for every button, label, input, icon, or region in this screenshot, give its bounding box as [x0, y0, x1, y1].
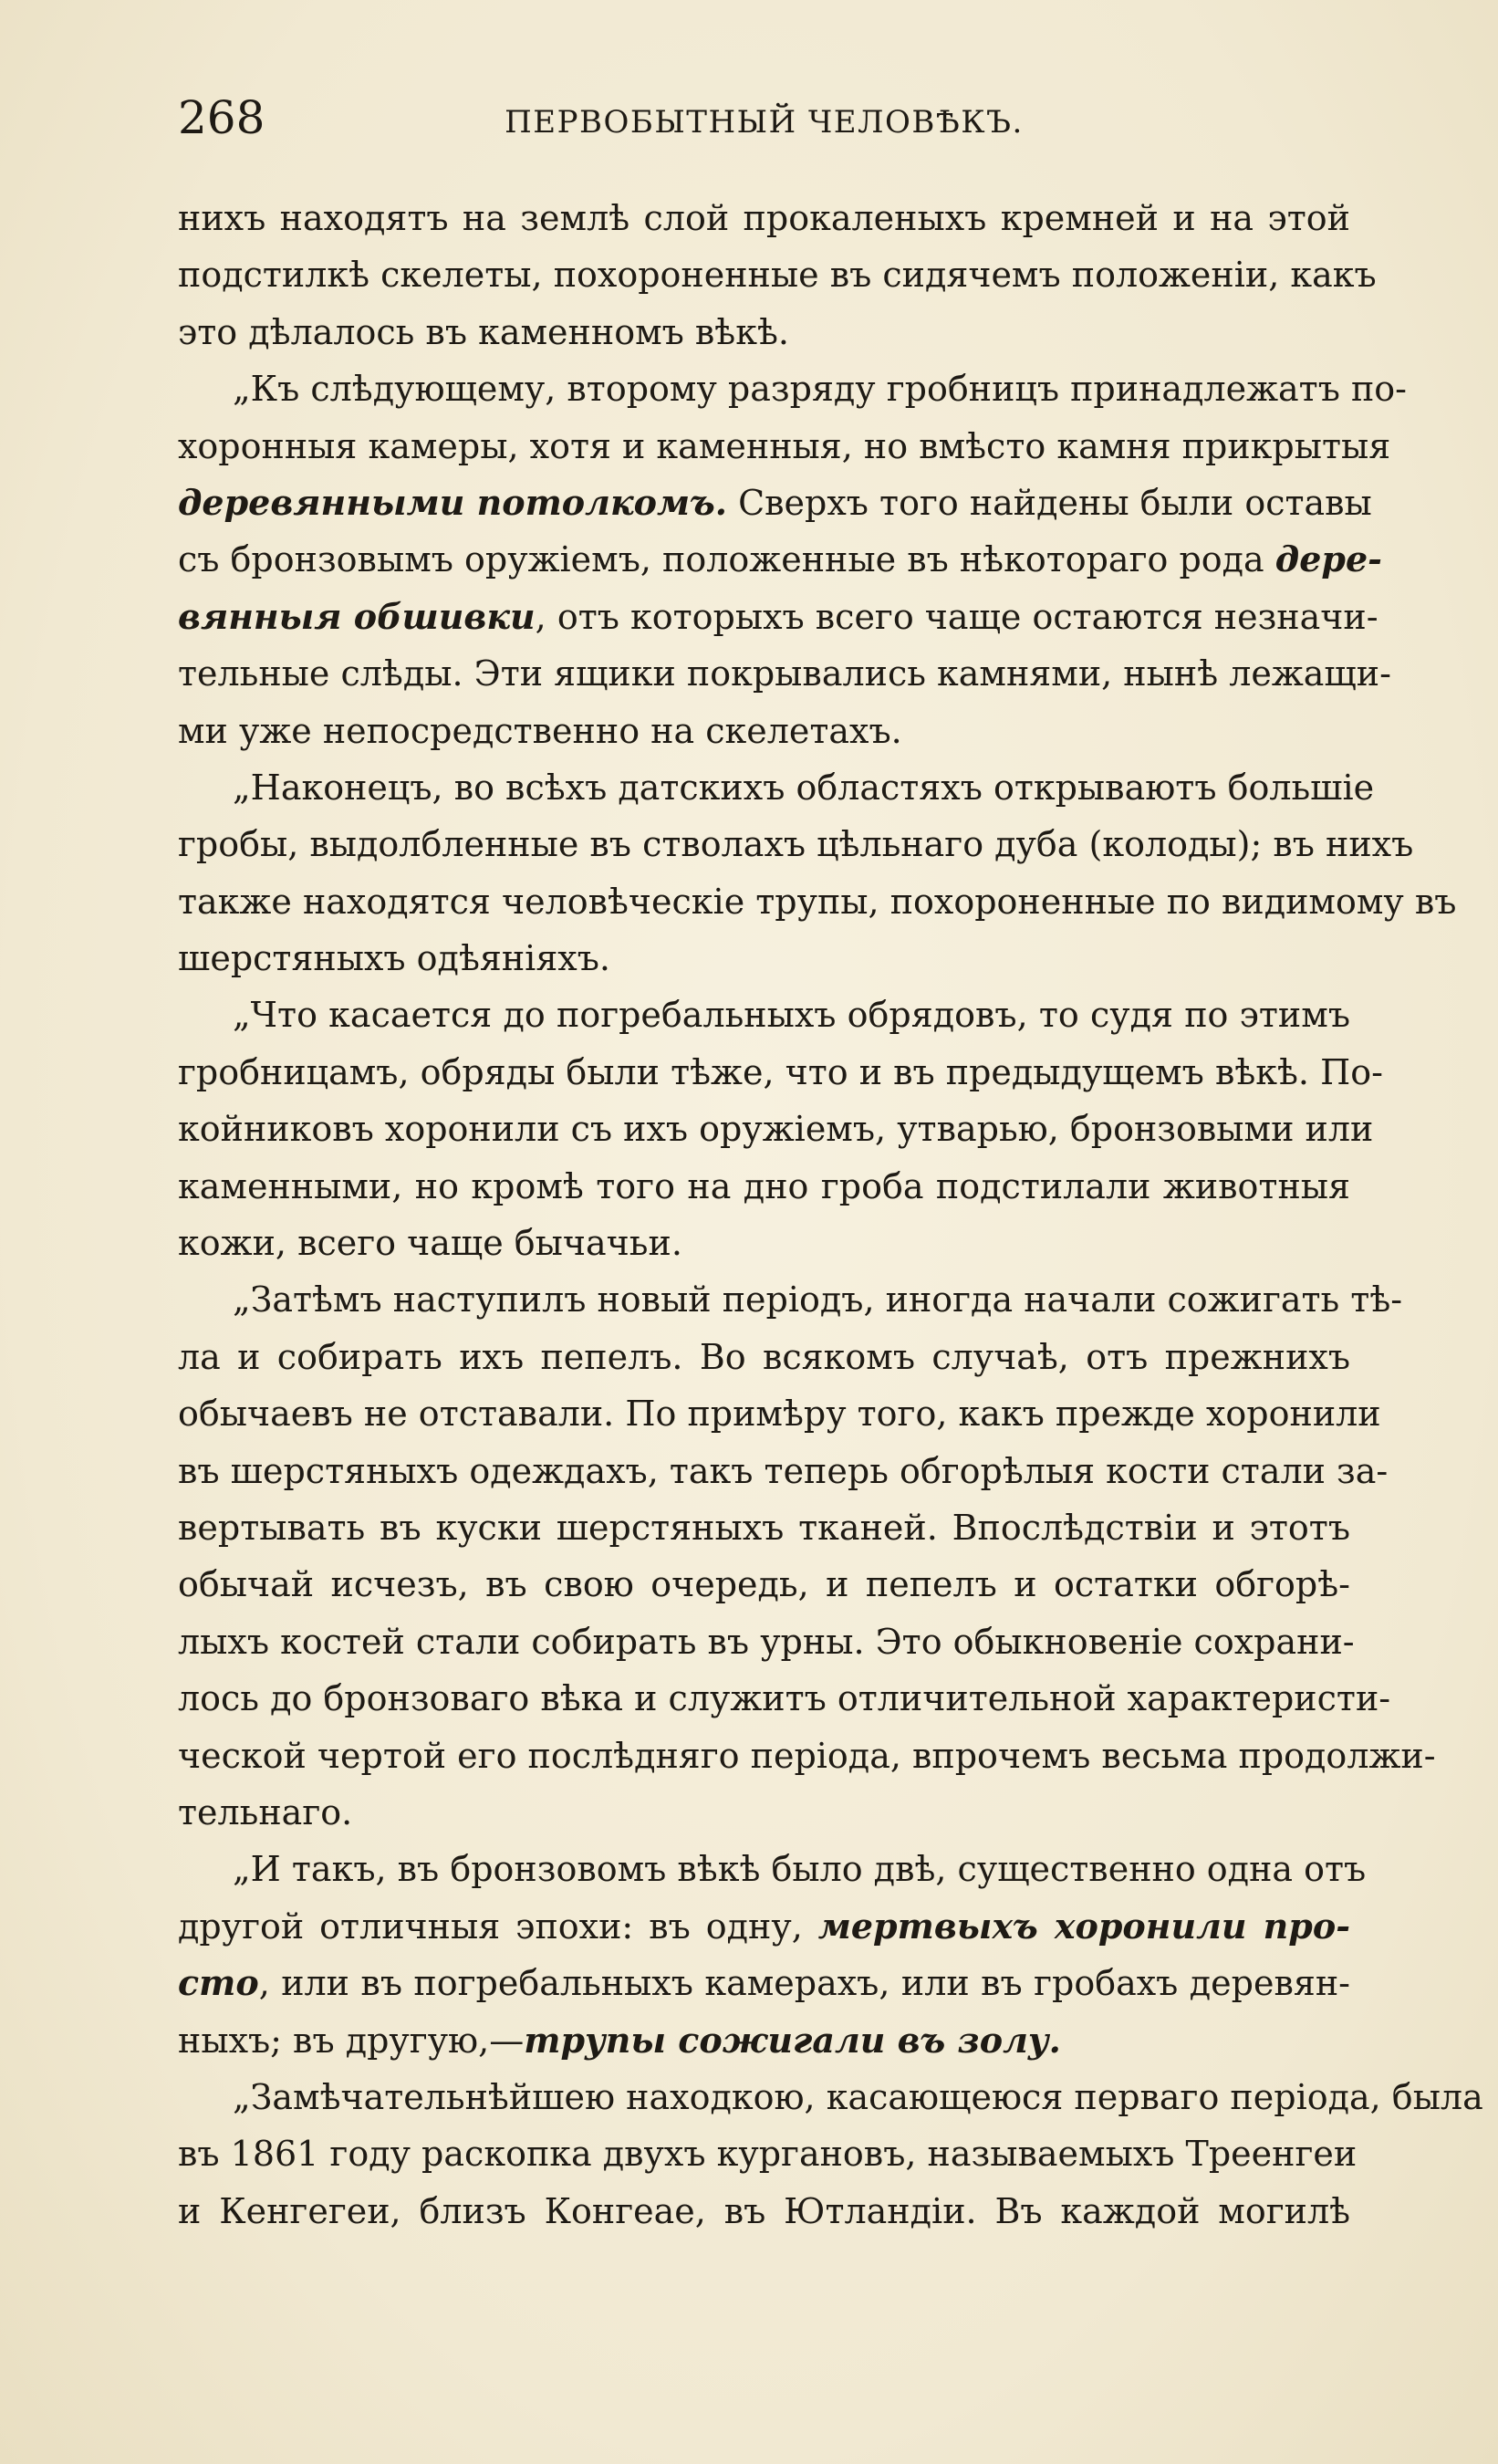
- text-span: Сверхъ того найдены были оставы: [727, 482, 1372, 523]
- page-number: 268: [178, 91, 265, 144]
- text-span: , или въ погребальныхъ камерахъ, или въ гробахъ деревян-: [258, 1963, 1350, 2004]
- text-line: обычай исчезъ, въ свою очередь, и пепелъ и остатки обгорѣ-: [178, 1564, 1350, 1605]
- text-line-mixed: [178, 1955, 1350, 2011]
- text-line: „И такъ, въ бронзовомъ вѣкѣ было двѣ, существенно одна отъ: [233, 1849, 1367, 1890]
- text-line: гробы, выдолбленные въ стволахъ цѣльнаго дуба (колоды); въ нихъ: [178, 824, 1414, 865]
- text-line: хоронныя камеры, хотя и каменныя, но вмѣсто камня прикрытыя: [178, 425, 1391, 466]
- italic-phrase: дере-: [1274, 538, 1382, 580]
- italic-phrase: трупы сожигали въ золу.: [524, 2019, 1061, 2061]
- text-line-mixed: [178, 589, 1378, 645]
- text-line: это дѣлалось въ каменномъ вѣкѣ.: [178, 311, 789, 352]
- text-line-mixed: [178, 2012, 1350, 2069]
- text-line: „Къ слѣдующему, второму разряду гробницъ принадлежатъ по-: [233, 369, 1408, 410]
- text-line: гробницамъ, обряды были тѣже, что и въ предыдущемъ вѣкѣ. По-: [178, 1051, 1383, 1092]
- text-line-mixed: [178, 475, 1372, 531]
- italic-phrase: мертвыхъ хоронили про-: [817, 1905, 1350, 1947]
- text-line: въ шерстяныхъ одеждахъ, такъ теперь обгорѣлыя кости стали за-: [178, 1450, 1389, 1491]
- text-line: койниковъ хоронили съ ихъ оружіемъ, утварью, бронзовыми или: [178, 1109, 1374, 1150]
- italic-phrase: сто: [178, 1962, 259, 2004]
- text-line: „Наконецъ, во всѣхъ датскихъ областяхъ открываютъ большіе: [233, 767, 1375, 808]
- text-line: тельнаго.: [178, 1791, 353, 1832]
- text-line: ческой чертой его послѣдняго періода, впрочемъ весьма продолжи-: [178, 1735, 1436, 1776]
- text-line: шерстяныхъ одѣяніяхъ.: [178, 938, 610, 979]
- text-line: и Кенгегеи, близъ Конгеае, въ Ютландіи. Въ каждой могилѣ: [178, 2190, 1350, 2231]
- text-span: ныхъ; въ другую,—: [178, 2020, 525, 2061]
- running-title: ПЕРВОБЫТНЫЙ ЧЕЛОВѢКЪ.: [505, 104, 1024, 141]
- text-line: обычаевъ не отставали. По примѣру того, какъ прежде хоронили: [178, 1394, 1381, 1435]
- text-line: ми уже непосредственно на скелетахъ.: [178, 710, 902, 751]
- text-line: подстилкѣ скелеты, похороненные въ сидячемъ положеніи, какъ: [178, 255, 1377, 296]
- text-line: тельные слѣды. Эти ящики покрывались камнями, нынѣ лежащи-: [178, 653, 1391, 694]
- text-span: другой отличныя эпохи: въ одну,: [178, 1905, 818, 1947]
- page-header: [178, 91, 1350, 164]
- text-line: „Что касается до погребальныхъ обрядовъ, то судя по этимъ: [233, 995, 1350, 1036]
- text-line: нихъ находятъ на землѣ слой прокаленыхъ кремней и на этой: [178, 198, 1350, 238]
- text-span: съ бронзовымъ оружіемъ, положенные въ нѣкотораго рода: [178, 539, 1275, 580]
- text-line: лось до бронзоваго вѣка и служитъ отличительной характеристи-: [178, 1678, 1391, 1719]
- text-line: ла и собирать ихъ пепелъ. Во всякомъ случаѣ, отъ прежнихъ: [178, 1336, 1350, 1377]
- body-text: [178, 190, 1483, 2240]
- text-span: , отъ которыхъ всего чаще остаются незначи-: [535, 596, 1378, 637]
- text-line-mixed: [178, 1898, 1350, 1955]
- text-line: вертывать въ куски шерстяныхъ тканей. Впослѣдствіи и этотъ: [178, 1507, 1350, 1548]
- text-line: въ 1861 году раскопка двухъ кургановъ, называемыхъ Треенгеи: [178, 2134, 1358, 2175]
- italic-phrase: вянныя обшивки: [178, 595, 536, 637]
- italic-phrase: деревянными потолкомъ.: [178, 481, 727, 523]
- text-line: каменными, но кромѣ того на дно гроба подстилали животныя: [178, 1165, 1350, 1206]
- text-line: „Затѣмъ наступилъ новый періодъ, иногда начали сожигать тѣ-: [233, 1279, 1403, 1321]
- text-line: лыхъ костей стали собирать въ урны. Это обыкновеніе сохрани-: [178, 1621, 1355, 1662]
- text-line: „Замѣчательнѣйшею находкою, касающеюся перваго періода, была: [233, 2076, 1483, 2117]
- text-line-mixed: [178, 531, 1382, 588]
- text-line: кожи, всего чаще бычачьи.: [178, 1223, 682, 1264]
- text-line: также находятся человѣческіе трупы, похороненные по видимому въ: [178, 881, 1457, 922]
